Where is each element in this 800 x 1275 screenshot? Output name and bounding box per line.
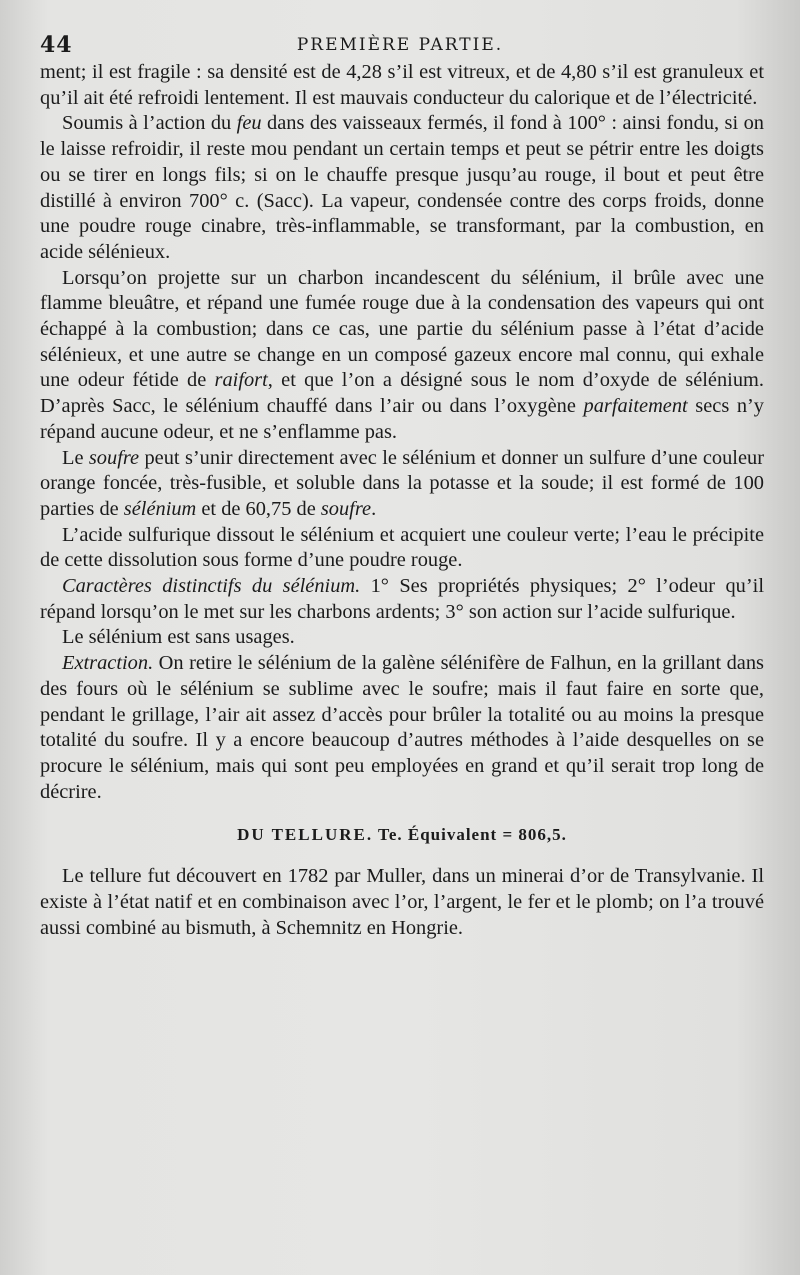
section-title-equivalent: Te. Équivalent = 806,5.	[373, 825, 567, 845]
italic-term-feu: feu	[236, 112, 262, 135]
paragraph-acide-sulfurique: L’acide sulfurique dissout le sélénium et acquiert une couleur verte; l’eau le précipite de cette dissolution sous forme d’une poudre rouge.	[40, 523, 764, 572]
page-body	[40, 60, 764, 941]
italic-term-parfaitement: parfaitement	[583, 395, 688, 418]
text-run: 1° Ses propriétés physiques; 2° l’odeur qu’il répand lorsqu’on le met sur les charbons ardents; 3° son action sur l’acide sulfurique.	[40, 575, 764, 623]
text-run: , et que l’on a désigné sous le nom d’oxyde de sélénium. D’après Sacc, le sélénium chauffé dans l’air ou dans l’oxygène	[40, 369, 764, 418]
text-run: Lorsqu’on projette sur un charbon incandescent du sélénium, il brûle avec une flamme bleuâtre, et répand une fumée rouge due à la condensation des vapeurs qui ont échappé à la combustion; dans ce cas, une partie du sélénium passe à l’état d’acide sélénieux, et une autre se change en un composé gazeux encore mal connu, qui exhale une odeur fétide de	[40, 266, 764, 392]
paragraph-tellure: Le tellure fut découvert en 1782 par Muller, dans un minerai d’or de Transylvanie. Il existe à l’état natif et en combinaison avec l’or, l’argent, le fer et le plomb; on l’a trouvé aussi combiné au bismuth, à Schemnitz en Hongrie.	[40, 865, 764, 939]
paragraph-soufre	[40, 446, 764, 523]
italic-heading-caracteres: Caractères distinctifs du sélénium.	[62, 575, 361, 598]
italic-term-soufre: soufre	[88, 446, 140, 469]
paragraph-density: ment; il est fragile : sa densité est de 4,28 s’il est vitreux, et de 4,80 s’il est granuleux et qu’il ait été refroidi lentement. Il est mauvais conducteur du calorique et de l’électricité.	[40, 61, 764, 109]
paragraph-caracteres	[40, 574, 764, 625]
paragraph-usages: Le sélénium est sans usages.	[62, 626, 295, 649]
text-run: secs n’y répand aucune odeur, et ne s’enflamme pas.	[40, 395, 764, 443]
italic-term-soufre-2: soufre	[320, 497, 372, 520]
running-head: PREMIÈRE PARTIE.	[296, 35, 504, 55]
italic-term-raifort: raifort	[214, 369, 268, 392]
text-run: et de 60,75 de	[196, 497, 321, 520]
paragraph-charbon-incandescent	[40, 266, 764, 446]
text-run: dans des vaisseaux fermés, il fond à 100° : ainsi fondu, si on le laisse refroidir, il reste mou pendant un certain temps et peut se pétrir entre les doigts ou se tirer en longs fils; si on le chauffe presque jusqu’au rouge, il bout et peut être distillé à environ 700° c. (Sacc). La vapeur, condensée contre des corps froids, donne une poudre rouge cinabre, très-inflammable, se transformant, par la combustion, en acide sélénieux.	[40, 112, 764, 263]
italic-heading-extraction: Extraction.	[62, 652, 154, 675]
italic-term-selenium: sélénium	[123, 497, 197, 520]
paragraph-extraction	[40, 651, 764, 805]
page-header	[40, 32, 760, 60]
text-run: Soumis à l’action du	[62, 112, 237, 135]
text-run: Le	[62, 446, 89, 469]
section-title-tellure	[40, 822, 764, 848]
section-title-name: DU TELLURE.	[237, 825, 374, 845]
text-run: .	[371, 497, 377, 520]
paragraph-action-du-feu	[40, 111, 764, 265]
text-run: peut s’unir directement avec le sélénium et donner un sulfure d’une couleur orange foncée, très-fusible, et soluble dans la potasse et la soude; il est formé de 100 parties de	[40, 446, 764, 520]
text-run: On retire le sélénium de la galène sélénifère de Falhun, en la grillant dans des fours où le sélénium se sublime avec le soufre; mais il faut faire en sorte que, pendant le grillage, l’air ait assez d’accès pour brûler la totalité ou au moins la presque totalité du soufre. Il y a encore beaucoup d’autres méthodes à l’aide desquelles on se procure le sélénium, mais qui sont peu employées en grand et qu’il serait trop long de décrire.	[40, 652, 764, 803]
page-number: 44	[40, 32, 73, 58]
